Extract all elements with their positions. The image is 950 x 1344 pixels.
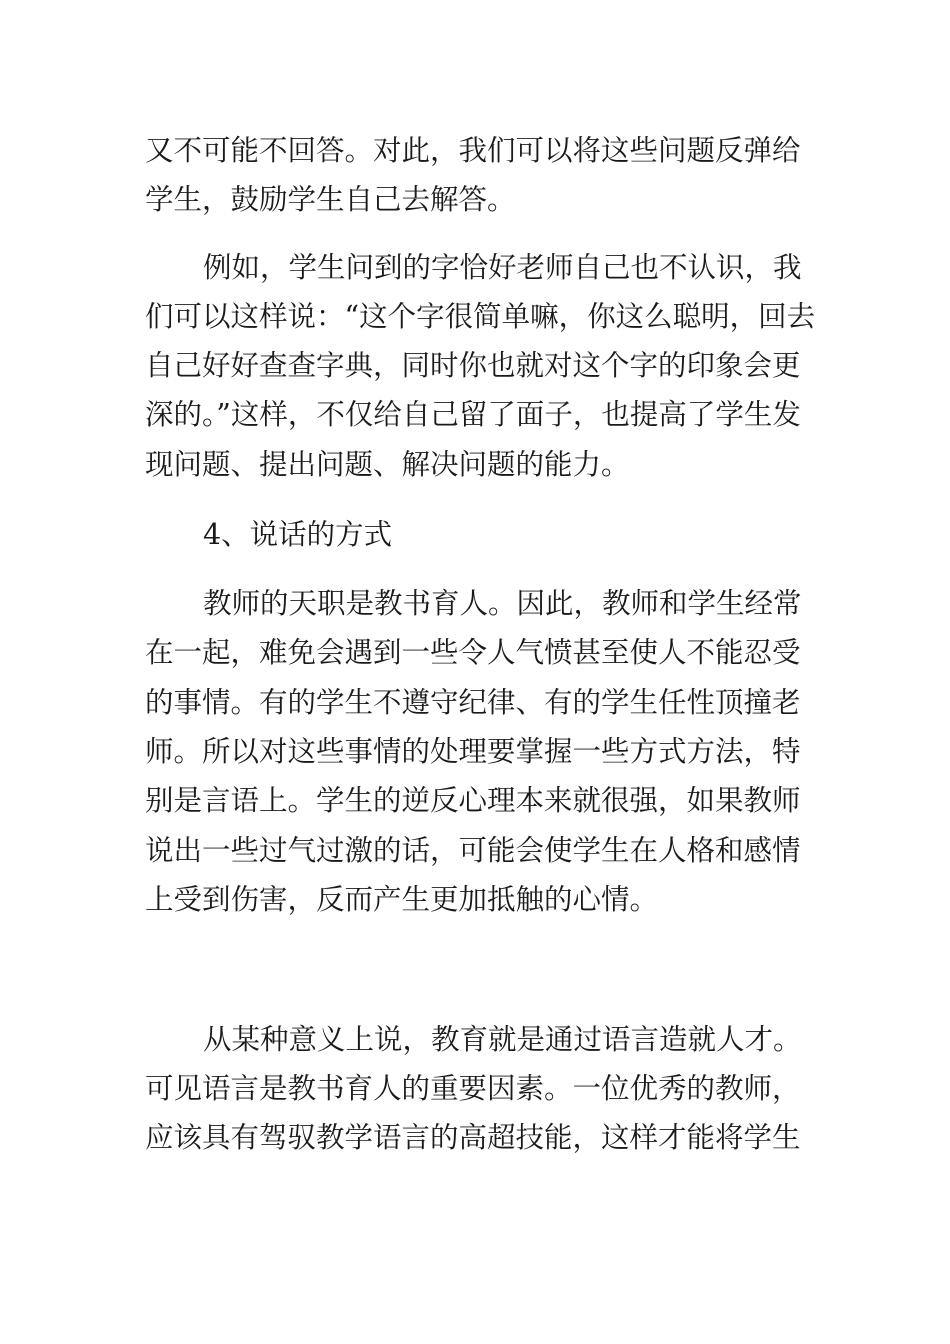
paragraph-2-line-3: 自己好好查查字典，同时你也就对这个字的印象会更 [145, 349, 801, 382]
paragraph-2-line-1: 例如，学生问到的字恰好老师自己也不认识，我 [203, 251, 802, 284]
paragraph-2-line-5: 现问题、提出问题、解决问题的能力。 [145, 448, 630, 481]
paragraph-2-line-2: 们可以这样说：“这个字很简单嘛，你这么聪明，回去 [145, 300, 816, 333]
paragraph-2-line-4: 深的。”这样，不仅给自己留了面子，也提高了学生发 [145, 398, 801, 431]
paragraph-4-line-3: 应该具有驾驭教学语言的高超技能，这样才能将学生 [145, 1121, 801, 1154]
paragraph-3-line-2: 在一起，难免会遇到一些令人气愤甚至使人不能忍受 [145, 636, 801, 669]
paragraph-3-line-6: 说出一些过气过激的话，可能会使学生在人格和感情 [145, 834, 801, 867]
paragraph-4-line-1: 从某种意义上说，教育就是通过语言造就人才。 [203, 1023, 802, 1056]
paragraph-3-line-5: 别是言语上。学生的逆反心理本来就很强，如果教师 [145, 784, 801, 817]
paragraph-4-line-2: 可见语言是教书育人的重要因素。一位优秀的教师， [145, 1072, 801, 1105]
paragraph-1-line-2: 学生，鼓励学生自己去解答。 [145, 183, 516, 216]
paragraph-1-line-1: 又不可能不回答。对此，我们可以将这些问题反弹给 [145, 134, 801, 167]
paragraph-3-line-4: 师。所以对这些事情的处理要掌握一些方式方法，特 [145, 735, 801, 768]
section-heading: 4、说话的方式 [203, 518, 393, 551]
paragraph-3-line-3: 的事情。有的学生不遵守纪律、有的学生任性顶撞老 [145, 686, 801, 719]
paragraph-3-line-7: 上受到伤害，反而产生更加抵触的心情。 [145, 883, 659, 916]
paragraph-3-line-1: 教师的天职是教书育人。因此，教师和学生经常 [203, 587, 802, 620]
